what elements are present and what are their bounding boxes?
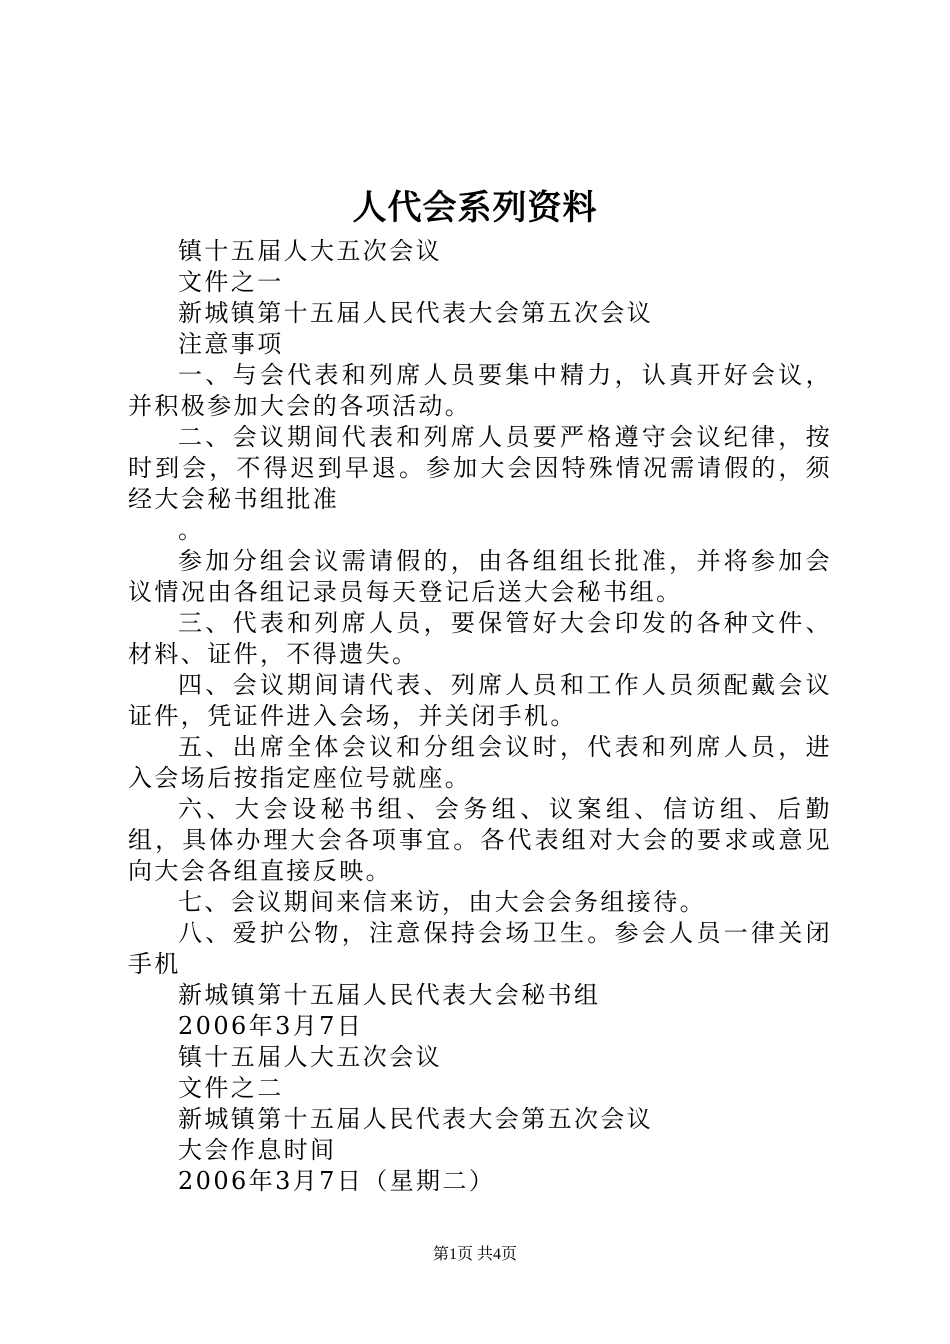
paragraph: 文件之一 bbox=[178, 268, 284, 296]
page-footer: 第1页 共4页 bbox=[432, 1246, 517, 1263]
paragraph: 六、大会设秘书组、会务组、议案组、信访组、后勤组，具体办理大会各项事宜。各代表组对大会的要求或意见向大会各组直接反映。 bbox=[128, 795, 832, 885]
paragraph: 注意事项 bbox=[178, 330, 284, 358]
paragraph: 镇十五届人大五次会议 bbox=[178, 237, 442, 265]
paragraph: 新城镇第十五届人民代表大会第五次会议 bbox=[178, 299, 654, 327]
paragraph: 大会作息时间 bbox=[178, 1136, 337, 1164]
paragraph: 八、爱护公物，注意保持会场卫生。参会人员一律关闭手机 bbox=[128, 919, 832, 978]
paragraph: 新城镇第十五届人民代表大会第五次会议 bbox=[178, 1105, 654, 1133]
document-body bbox=[128, 236, 832, 1197]
paragraph: 参加分组会议需请假的，由各组组长批准，并将参加会议情况由各组记录员每天登记后送大会秘书组。 bbox=[128, 547, 832, 606]
paragraph: 2006年3月7日（星期二） bbox=[178, 1167, 496, 1195]
paragraph: 。 bbox=[178, 516, 205, 544]
paragraph: 二、会议期间代表和列席人员要严格遵守会议纪律，按时到会，不得迟到早退。参加大会因特殊情况需请假的，须经大会秘书组批准 bbox=[128, 423, 832, 513]
paragraph: 一、与会代表和列席人员要集中精力，认真开好会议，并积极参加大会的各项活动。 bbox=[128, 361, 832, 420]
paragraph: 文件之二 bbox=[178, 1074, 284, 1102]
paragraph: 四、会议期间请代表、列席人员和工作人员须配戴会议证件，凭证件进入会场，并关闭手机。 bbox=[128, 671, 832, 730]
paragraph: 镇十五届人大五次会议 bbox=[178, 1043, 442, 1071]
paragraph: 三、代表和列席人员，要保管好大会印发的各种文件、材料、证件，不得遗失。 bbox=[128, 609, 832, 668]
paragraph: 2006年3月7日 bbox=[178, 1012, 364, 1040]
paragraph: 七、会议期间来信来访，由大会会务组接待。 bbox=[178, 888, 706, 916]
paragraph: 五、出席全体会议和分组会议时，代表和列席人员，进入会场后按指定座位号就座。 bbox=[128, 733, 832, 792]
paragraph: 新城镇第十五届人民代表大会秘书组 bbox=[178, 981, 601, 1009]
document-title: 人代会系列资料 bbox=[352, 188, 598, 228]
